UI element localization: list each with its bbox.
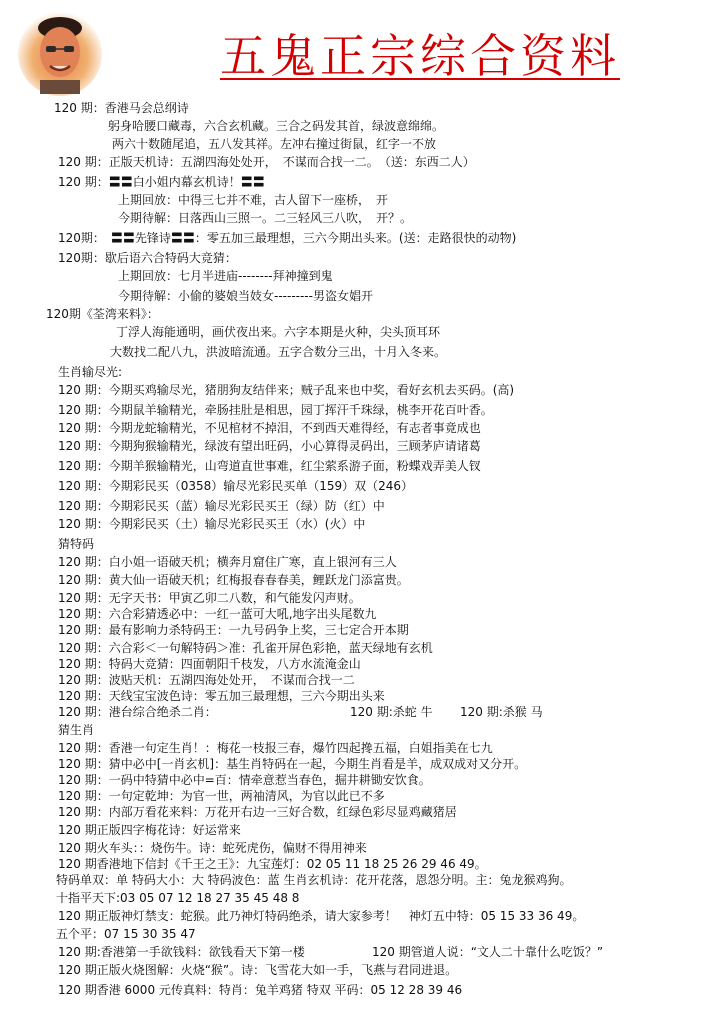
text-line: 120 期：今期龙蛇输精光，不见棺材不掉泪，不到西天难得经，有志者事竟成也 [58, 421, 481, 435]
page-title: 五鬼正宗综合资料 [220, 29, 620, 83]
text-line: 120 期：一码中特猜中必中=百：情牵意惹当春色，掘井耕锄安饮食。 [58, 773, 431, 787]
text-line: 120 期：香港一句定生肖！：梅花一枝报三春，爆竹四起搀五福，白姐指美在七九 [58, 741, 493, 755]
text-line: 120 期管道人说：“文人二十靠什么吃饭？” [372, 945, 604, 959]
header [0, 0, 726, 100]
text-line: 上期回放：七月半进庙--------拜神撞到鬼 [118, 269, 333, 283]
text-line: 120 期:杀蛇 牛 [350, 705, 433, 719]
text-line: 丁浮人海能通明，画伏夜出来。六字本期是火种，尖头顶耳环 [116, 325, 441, 339]
text-line: 120 期正版火烧图解：火烧“猴”。诗：飞雪花大如一手，飞燕与君同进退。 [58, 963, 458, 977]
text-line: 120 期:杀猴 马 [460, 705, 543, 719]
text-line: 120 期：内部万看花来料：万花开右边一三好合数，红绿色彩尽显鸡藏猪居 [58, 805, 457, 819]
text-line: 上期回放：中得三七并不难，古人留下一座桥， 开 [118, 193, 389, 207]
text-line: 120期：歇后语六合特码大竞猜： [58, 251, 237, 265]
text-line: 120 期正版神灯禁支：蛇猴。此乃神灯特码绝杀，请大家参考！ 神灯五中特：05 15 33 36 49。 [58, 909, 585, 923]
text-line: 120 期：黄大仙一语破天机；红梅报春春春美，鲤跃龙门添富贵。 [58, 573, 409, 587]
text-line: 猜特码 [58, 537, 95, 551]
text-line: 今期待解：小偷的婆娘当妓女---------男盗女娼开 [118, 289, 373, 303]
avatar [16, 8, 104, 96]
text-line: 猜生肖 [58, 723, 95, 737]
text-line: 120 期：今期彩民买（蓝）输尽光彩民买王（绿）防（红）中 [58, 499, 385, 513]
text-line: 生肖输尽光: [58, 365, 123, 379]
text-line: 特码单双：单 特码大小：大 特码波色：蓝 生肖玄机诗：花开花落，恩怨分明。主：兔龙猴鸡狗。 [56, 873, 572, 887]
text-line: 120 期：正版天机诗：五湖四海处处开， 不谋而合找一二。 （送：东西二人） [58, 155, 475, 169]
text-line: 今期待解：日落西山三照一。二三轻风三八吹， 开？。 [118, 211, 413, 225]
text-line: 120 期：今期狗猴输精光，绿波有望出旺码，小心算得灵码出，三顾茅庐请诸葛 [58, 439, 481, 453]
text-line: 五个平：07 15 30 35 47 [56, 927, 196, 941]
text-line: 120 期:香港第一手欲钱料：欲钱看天下第一楼 [58, 945, 305, 959]
text-line: 120 期：今期羊猴输精光，山弯道直世事难，红尘萦系游子面，粉蝶戏弄美人钗 [58, 459, 481, 473]
text-line: 120 期：今期买鸡输尽光，猪朋狗友结伴来；贼子乱来也中奖，看好玄机去买码。(高) [58, 383, 515, 397]
text-line: 120 期：猜中必中[一肖玄机]：基生肖特码在一起，今期生肖看是羊，成双成对又分开。 [58, 757, 527, 771]
text-line: 120 期香港地下信封《千王之王》：九宝莲灯：02 05 11 18 25 26 29 46 49。 [58, 857, 487, 871]
text-line: 120 期：白小姐一语破天机；横奔月窟住广寒，直上银河有三人 [58, 555, 397, 569]
text-line: 120 期：最有影响力杀特码王：一九号码争上奖，三七定合开本期 [58, 623, 409, 637]
text-line: 120 期：一句定乾坤：为官一世，两袖清风，为官以此已不多 [58, 789, 385, 803]
text-line: 大数找二配八九，洪波暗流通。五字合数分三出，十月入冬来。 [110, 345, 447, 359]
text-line: 120 期：〓〓白小姐内幕玄机诗！〓〓 [58, 175, 265, 189]
text-line: 120 期：六合彩猜透必中：一红一蓝可大吼,地字出头尾数九 [58, 607, 377, 621]
text-line: 120 期：波贴天机：五湖四海处处开， 不谋而合找一二 [58, 673, 355, 687]
text-line: 两六十数随尾追，五八发其祥。左冲右撞过街鼠，红字一不放 [112, 137, 437, 151]
text-line: 120期： 〓〓先锋诗〓〓：零五加三最理想，三六今期出头来。(送：走路很快的动物) [58, 231, 517, 245]
text-line: 120 期：特码大竞猜：四面朝阳千枝发，八方水流淹金山 [58, 657, 361, 671]
text-line: 120期《荃湾来料》： [46, 307, 159, 321]
text-line: 120 期香港 6000 元传真料：特肖：兔羊鸡猪 特双 平码：05 12 28 39 46 [58, 983, 463, 997]
text-line: 120 期：今期彩民买（0358）输尽光彩民买单（159）双（246） [58, 479, 414, 493]
text-line: 120 期：今期鼠羊输精光，牵肠挂肚是相思，园丁挥汗千珠绿，桃李开花百叶香。 [58, 403, 493, 417]
text-line: 躬身哈腰口藏毒，六合玄机藏。三合之码发其首，绿波意绵绵。 [108, 119, 445, 133]
text-line: 120 期正版四字梅花诗：好运常来 [58, 823, 241, 837]
text-line: 120 期：香港马会总纲诗 [54, 101, 189, 115]
text-line: 120 期火车头：：烧伤牛。诗：蛇死虎伤，偏财不得用神来 [58, 841, 367, 855]
text-line: 十指平天下:03 05 07 12 18 27 35 45 48 8 [56, 891, 300, 905]
text-line: 120 期：今期彩民买（土）输尽光彩民买王（水）(火）中 [58, 517, 366, 531]
text-line: 120 期：天线宝宝波色诗：零五加三最理想，三六今期出头来 [58, 689, 385, 703]
text-line: 120 期：港台综合绝杀二肖： [58, 705, 217, 719]
text-line: 120 期：六合彩＜一句解特码＞准：孔雀开屏色彩艳，蓝天绿地有玄机 [58, 641, 433, 655]
text-line: 120 期：无字天书：甲寅乙卯二八数，和气能发闪声财。 [58, 591, 361, 605]
